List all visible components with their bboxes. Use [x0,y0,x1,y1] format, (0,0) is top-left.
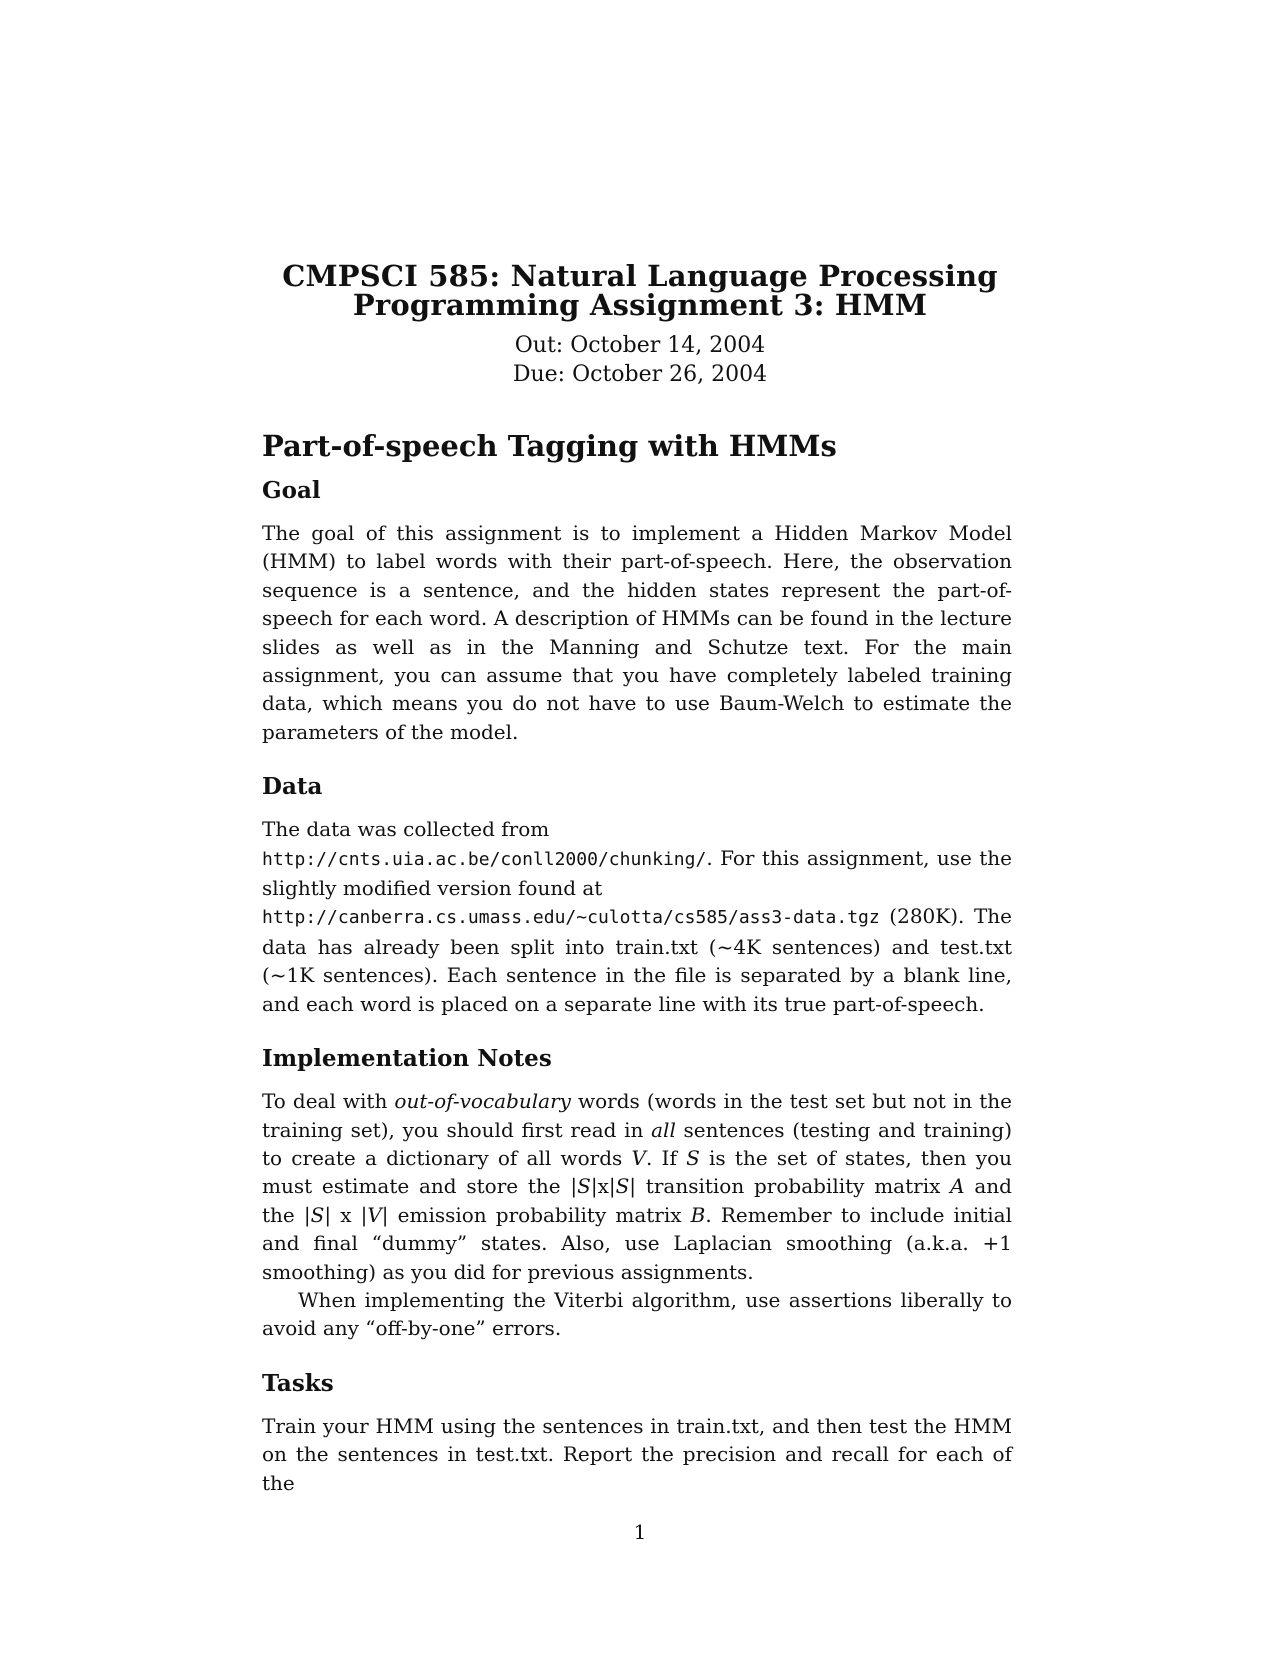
var-v: V [367,1202,382,1227]
impl-text-3: sentences (testing and training) to create a dictionary of all words [262,1117,1013,1170]
due-date: Due: October 26, 2004 [512,362,768,387]
page-number: 1 [633,1520,647,1544]
tasks-paragraph: Train your HMM using the sentences in train.txt, and then test the HMM on the sentences in test.txt. Report the precision and recall for each of the [262,1413,1012,1495]
section-title: Part-of-speech Tagging with HMMs [262,429,837,463]
implementation-heading: Implementation Notes [262,1045,552,1073]
impl-text-1: To deal with [262,1089,395,1114]
implementation-paragraph [262,1087,1012,1286]
goal-paragraph: The goal of this assignment is to implement a Hidden Markov Model (HMM) to label words with their part-of-speech. Here, the observation sequence is a sentence, and the hidden states represent the part-of-speech for each word. A description of HMMs can be found in the lecture slides as well as in the Manning and Schutze text. For the main assignment, you can assume that you have completely labeled training data, which means you do not have to use Baum-Welch to estimate the parameters of the model. [262,521,1012,744]
impl-text-9: | x | [324,1202,368,1227]
data-description: The data has already been split into train.txt (~4K sentences) and test.txt (~1K sentences). Each sentence in the file is separated by a blank line, and each word is placed on a separate line with its true part-of-speech. [262,904,1013,1016]
all-term: all [651,1117,676,1142]
impl-text-2: words (words in the test set but not in the training set), you should first read in [262,1089,1012,1142]
impl-text-8: and the | [262,1174,1012,1227]
main-content [262,428,1012,1497]
data-heading: Data [262,773,323,801]
impl-text-7: | transition probability matrix [629,1174,951,1199]
chunking-url-link[interactable]: http://cnts.uia.ac.be/conll2000/chunking/ [262,848,707,870]
var-s: S [686,1145,700,1170]
viterbi-paragraph: When implementing the Viterbi algorithm, use assertions liberally to avoid any “off-by-one” errors. [262,1287,1012,1341]
data-after-url: . For this assignment, use the slightly modified version found at [262,845,1012,901]
var-s: S [615,1174,630,1199]
goal-heading: Goal [262,477,321,504]
impl-text-4: . If [645,1145,687,1170]
assignment-title: Programming Assignment 3: HMM [352,288,928,322]
out-date: Out: October 14, 2004 [514,333,766,358]
data-paragraph [262,815,1012,1018]
impl-text-6: |x| [590,1174,616,1199]
var-b: B [690,1202,706,1227]
impl-text-11: . Remember to include initial and final “dummy” states. Also, use Laplacian smoothing (a.k.a. +1 smoothing) as you did for previous assignments. [262,1202,1012,1284]
var-s: S [577,1174,591,1199]
dataset-url-link[interactable]: http://canberra.cs.umass.edu/~culotta/cs585/ass3-data.tgz [262,907,880,929]
var-a: A [950,1174,965,1199]
oov-term: out-of-vocabulary [394,1089,571,1114]
tasks-heading: Tasks [262,1369,334,1397]
data-intro: The data was collected from [262,817,550,842]
title-block [0,259,1280,389]
impl-text-10: | emission probability matrix [381,1202,691,1227]
dates-block [0,331,1280,389]
course-title: CMPSCI 585: Natural Language Processing [282,259,998,293]
var-v: V [631,1145,646,1170]
dataset-size: (280K). [889,904,965,929]
impl-text-5: is the set of states, then you must estimate and store the | [262,1145,1012,1199]
var-s: S [310,1202,325,1227]
